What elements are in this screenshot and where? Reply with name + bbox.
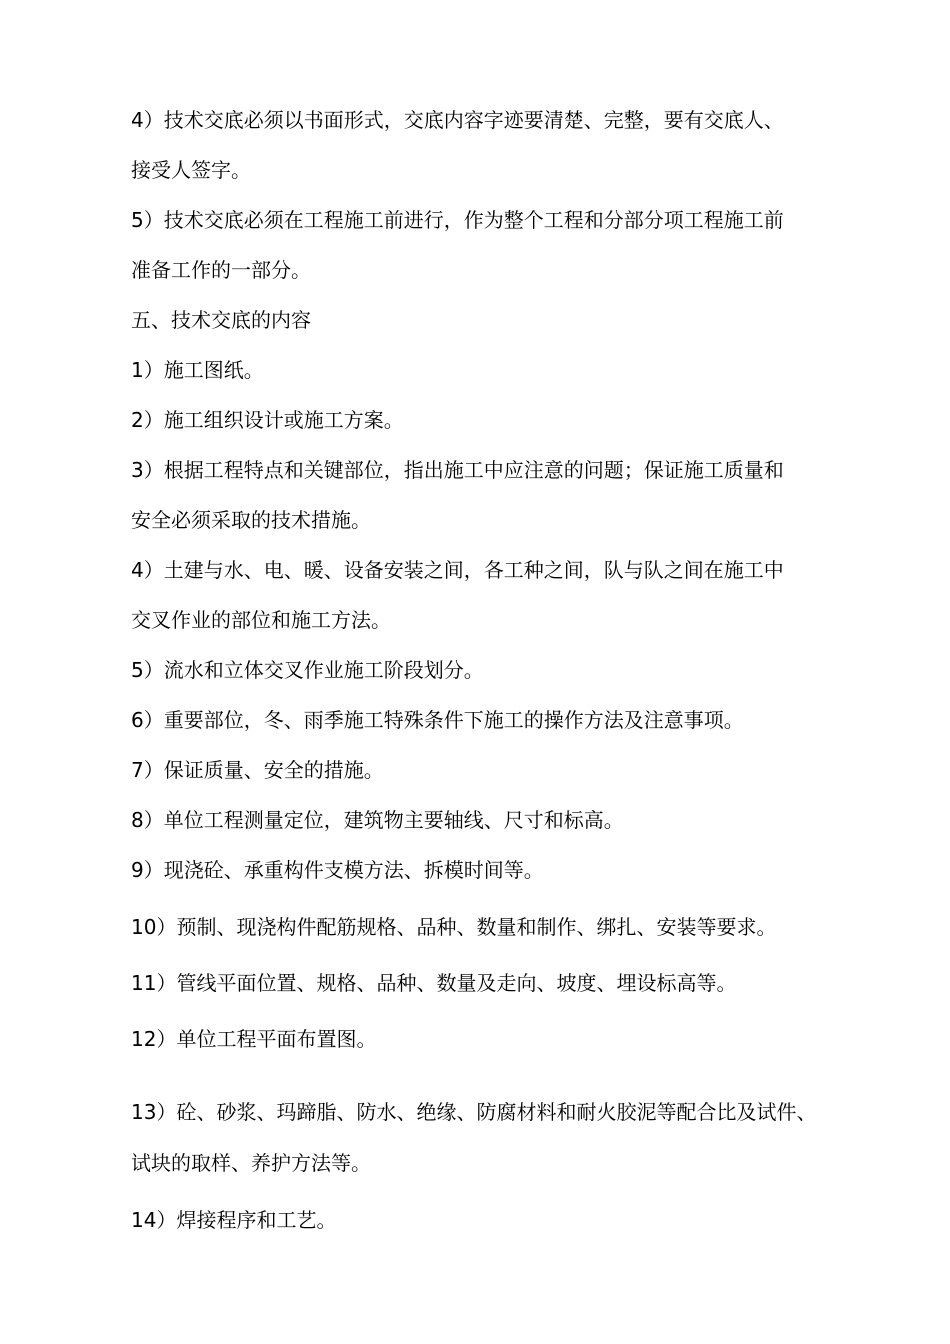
list-item-continuation: 安全必须采取的技术措施。 [131, 508, 371, 532]
list-item: 1）施工图纸。 [131, 358, 264, 382]
section-heading: 五、技术交底的内容 [131, 308, 311, 332]
list-item: 5）流水和立体交叉作业施工阶段划分。 [131, 658, 484, 682]
list-item-continuation: 交叉作业的部位和施工方法。 [131, 608, 391, 632]
list-item: 9）现浇砼、承重构件支模方法、拆模时间等。 [131, 858, 544, 882]
list-item: 10）预制、现浇构件配筋规格、品种、数量和制作、绑扎、安装等要求。 [131, 915, 777, 939]
list-item: 6）重要部位，冬、雨季施工特殊条件下施工的操作方法及注意事项。 [131, 708, 744, 732]
list-item: 7）保证质量、安全的措施。 [131, 758, 384, 782]
list-item: 12）单位工程平面布置图。 [131, 1027, 377, 1051]
paragraph-line: 准备工作的一部分。 [131, 258, 311, 282]
list-item-continuation: 试块的取样、养护方法等。 [131, 1151, 371, 1175]
paragraph-line: 4）技术交底必须以书面形式，交底内容字迹要清楚、完整，要有交底人、 [131, 108, 784, 132]
list-item: 2）施工组织设计或施工方案。 [131, 408, 404, 432]
list-item: 14）焊接程序和工艺。 [131, 1208, 337, 1232]
list-item: 8）单位工程测量定位，建筑物主要轴线、尺寸和标高。 [131, 808, 624, 832]
list-item: 4）土建与水、电、暖、设备安装之间，各工种之间，队与队之间在施工中 [131, 558, 784, 582]
list-item: 13）砼、砂浆、玛蹄脂、防水、绝缘、防腐材料和耐火胶泥等配合比及试件、 [131, 1100, 817, 1124]
list-item: 11）管线平面位置、规格、品种、数量及走向、坡度、埋设标高等。 [131, 971, 737, 995]
paragraph-line: 接受人签字。 [131, 158, 251, 182]
paragraph-line: 5）技术交底必须在工程施工前进行，作为整个工程和分部分项工程施工前 [131, 208, 784, 232]
list-item: 3）根据工程特点和关键部位，指出施工中应注意的问题；保证施工质量和 [131, 458, 784, 482]
